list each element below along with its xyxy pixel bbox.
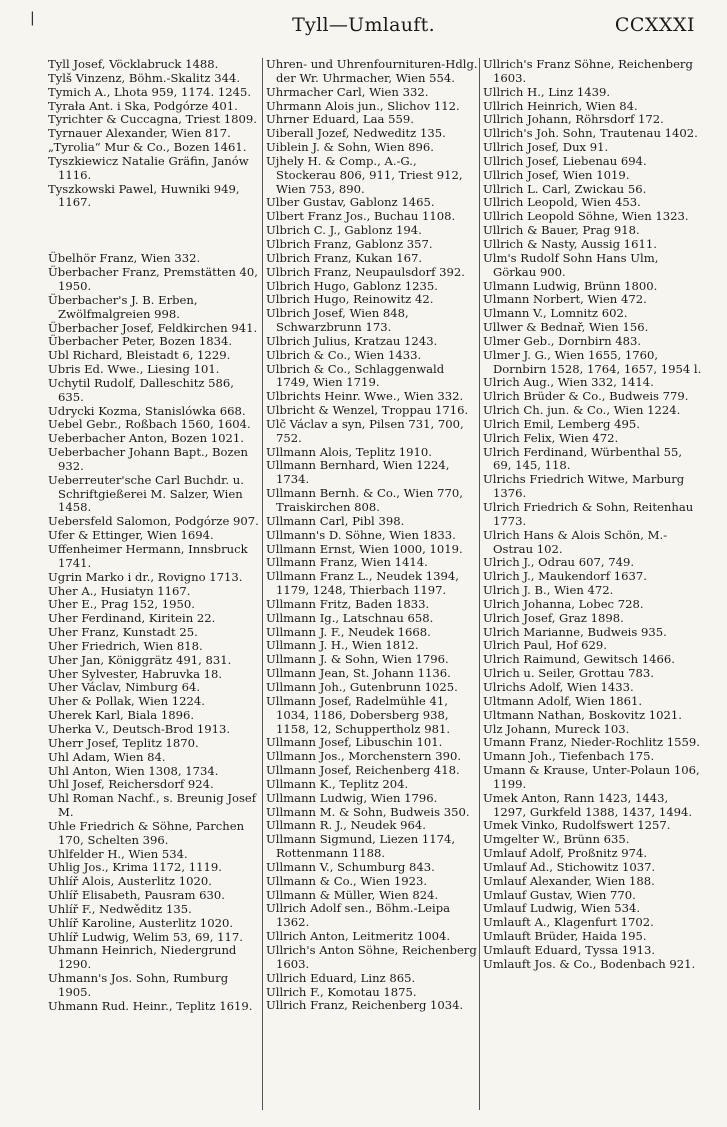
directory-entry: Ulrich Friedrich & Sohn, Reitenhau 1773.	[483, 500, 694, 528]
directory-entry: Ugrin Marko i dr., Rovigno 1713.	[48, 569, 243, 584]
directory-entry: Ulber Gustav, Gablonz 1465.	[266, 195, 435, 210]
directory-entry: Ullmann K., Teplitz 204.	[266, 776, 409, 791]
directory-column-2	[262, 58, 480, 1110]
directory-entry: Uhl Roman Nachf., s. Breunig Josef M.	[48, 791, 257, 820]
directory-entry: Tyrnauer Alexander, Wien 817.	[48, 126, 231, 141]
directory-entry: Umann & Krause, Unter-Polaun 106, 1199.	[483, 763, 700, 791]
directory-entry: Ulrichs Friedrich Witwe, Marburg 1376.	[483, 472, 685, 501]
directory-entry: Ulbrich Franz, Gablonz 357.	[266, 236, 433, 251]
directory-entry: Ullmann J. H., Wien 1812.	[266, 638, 419, 653]
directory-entry: „Tyrolia“ Mur & Co., Bozen 1461.	[48, 140, 247, 155]
directory-entry: Ulrich Felix, Wien 472.	[483, 430, 619, 445]
directory-entry: Ulrich J. B., Wien 472.	[483, 583, 614, 598]
directory-entry: Ullmann Ludwig, Wien 1796.	[266, 790, 438, 805]
directory-entry: Ulrich Ferdinand, Würbenthal 55, 69, 145, 118.	[483, 444, 683, 473]
directory-entry: Ullwer & Bednař, Wien 156.	[483, 320, 649, 335]
directory-entry: Umlauf Adolf, Proßnitz 974.	[483, 846, 648, 861]
directory-entry: Ullmann Bernh. & Co., Wien 770, Traiskirchen 808.	[266, 486, 463, 514]
directory-entry: Uffenheimer Hermann, Innsbruck 1741.	[48, 542, 248, 570]
directory-entry: Ullrich Anton, Leitmeritz 1004.	[266, 929, 451, 944]
directory-entry: Tyll Josef, Vöcklabruck 1488.	[48, 57, 219, 71]
directory-entry: Ullmann Franz L., Neudek 1394, 1179, 1248, Thierbach 1197.	[266, 569, 459, 598]
page-header	[0, 10, 727, 44]
directory-entry: Uher Václav, Nimburg 64.	[48, 680, 201, 695]
directory-entry: Ueberreuter'sche Carl Buchdr. u. Schriftgießerei M. Salzer, Wien 1458.	[48, 472, 244, 515]
directory-entry: Ubris Ed. Wwe., Liesing 101.	[48, 362, 220, 377]
directory-entry: Ullmann Franz, Wien 1414.	[266, 555, 428, 570]
directory-entry: Tyrichter & Cuccagna, Triest 1809.	[48, 112, 257, 127]
directory-entry: Ulrich J., Maukendorf 1637.	[483, 569, 647, 584]
directory-entry: Uhlíř Alois, Austerlitz 1020.	[48, 874, 212, 889]
directory-entry: Ullmann Sigmund, Liezen 1174, Rottenmann 1188.	[266, 832, 456, 861]
directory-entry: Überbacher Josef, Feldkirchen 941.	[48, 320, 258, 335]
directory-column-3	[479, 58, 703, 1110]
directory-entry: Ulmann V., Lomnitz 602.	[483, 306, 628, 321]
directory-entry: Ullmann J. F., Neudek 1668.	[266, 624, 431, 639]
directory-entry: Ueberbacher Anton, Bozen 1021.	[48, 431, 244, 446]
directory-entry: Uhren- und Uhrenfournituren-Hdlg. der Wr. Uhrmacher, Wien 554.	[266, 57, 478, 85]
directory-entry: Ulbert Franz Jos., Buchau 1108.	[266, 209, 456, 224]
directory-entry: Uher & Pollak, Wien 1224.	[48, 694, 205, 709]
directory-entry: Tymich A., Lhota 959, 1174. 1245.	[48, 84, 252, 99]
directory-entry: Umlauft Brüder, Haida 195.	[483, 929, 647, 944]
directory-entry: Ullmann M. & Sohn, Budweis 350.	[266, 804, 470, 819]
directory-entry: Uhlíř F., Nedwěditz 135.	[48, 901, 192, 916]
directory-entry: Uhlíř Elisabeth, Pausram 630.	[48, 888, 225, 903]
directory-entry: Ulrich Ch. jun. & Co., Wien 1224.	[483, 403, 681, 418]
directory-entry: Ullrich's Joh. Sohn, Trautenau 1402.	[483, 126, 698, 141]
directory-entry: Ullrich L. Carl, Zwickau 56.	[483, 181, 647, 196]
directory-entry: Uhlig Jos., Krima 1172, 1119.	[48, 860, 222, 875]
directory-entry: Uhlíř Karoline, Austerlitz 1020.	[48, 915, 234, 930]
directory-entry: Ulz Johann, Mureck 103.	[483, 721, 630, 736]
directory-entry: Ullmann Josef, Reichenberg 418.	[266, 763, 460, 778]
directory-entry: Ulbricht & Wenzel, Troppau 1716.	[266, 403, 469, 418]
directory-entry: Ulbrich Franz, Neupaulsdorf 392.	[266, 264, 465, 279]
directory-entry: Tyszkowski Pawel, Huwniki 949, 1167.	[48, 181, 240, 210]
directory-entry: Ullmann Joh., Gutenbrunn 1025.	[266, 679, 458, 694]
directory-entry: Umek Anton, Rann 1423, 1443, 1297, Gurkfeld 1388, 1437, 1494.	[483, 790, 693, 819]
directory-entry: Ulrich Aug., Wien 332, 1414.	[483, 375, 654, 390]
directory-entry: Umlauf Gustav, Wien 770.	[483, 887, 636, 902]
directory-entry: Uhmann Heinrich, Niedergrund 1290.	[48, 943, 237, 972]
directory-entry: Ulbrich Hugo, Reinowitz 42.	[266, 292, 434, 307]
directory-entry: Uher A., Husiatyn 1167.	[48, 583, 191, 598]
directory-entry: Überbacher Franz, Premstätten 40, 1950.	[48, 265, 258, 293]
directory-entry: Uhrmacher Carl, Wien 332.	[266, 84, 429, 99]
directory-entry: Ullrich F., Komotau 1875.	[266, 984, 417, 999]
directory-entry: Ulmer Geb., Dornbirn 483.	[483, 333, 642, 348]
directory-entry: Ullrich Josef, Dux 91.	[483, 140, 609, 155]
directory-entry: Ullrich's Franz Söhne, Reichenberg 1603.	[483, 57, 693, 85]
directory-entry: Ulmann Norbert, Wien 472.	[483, 292, 647, 307]
directory-entry: Umlauft A., Klagenfurt 1702.	[483, 915, 654, 930]
directory-entry: Ullrich Leopold Söhne, Wien 1323.	[483, 209, 689, 224]
directory-entry: Uebel Gebr., Roßbach 1560, 1604.	[48, 417, 251, 432]
directory-entry: Ulč Václav a syn, Pilsen 731, 700, 752.	[266, 416, 464, 445]
directory-entry: Ulbrich & Co., Wien 1433.	[266, 347, 422, 362]
directory-entry: Uher Franz, Kunstadt 25.	[48, 625, 198, 640]
directory-entry: Ullmann J. & Sohn, Wien 1796.	[266, 652, 449, 667]
directory-entry: Ullmann V., Schumburg 843.	[266, 859, 435, 874]
directory-entry: Umann Franz, Nieder-Rochlitz 1559.	[483, 735, 700, 750]
directory-entry: Uiberall Jozef, Nedweditz 135.	[266, 126, 446, 141]
directory-entry: Tyrała Ant. i Ska, Podgórze 401.	[48, 98, 238, 113]
page-title: Tyll—Umlauft.	[292, 14, 435, 36]
directory-entry: Uher Jan, Königgrätz 491, 831.	[48, 652, 232, 667]
directory-entry: Uher Ferdinand, Kiritein 22.	[48, 611, 216, 626]
directory-entry: Umlauf Ad., Stichowitz 1037.	[483, 859, 656, 874]
directory-entry: Ullmann Alois, Teplitz 1910.	[266, 444, 432, 459]
directory-entry: Ulmann Ludwig, Brünn 1800.	[483, 278, 658, 293]
directory-entry: Ultmann Nathan, Boskovitz 1021.	[483, 707, 682, 722]
directory-entry: Überbacher Peter, Bozen 1834.	[48, 334, 233, 349]
directory-entry: Uhlfelder H., Wien 534.	[48, 846, 188, 861]
directory-entry: Ulrich Paul, Hof 629.	[483, 638, 607, 653]
directory-entry: Umlauf Ludwig, Wien 534.	[483, 901, 641, 916]
directory-entry: Uhrner Eduard, Laa 559.	[266, 112, 414, 127]
directory-entry: Ultmann Adolf, Wien 1861.	[483, 693, 643, 708]
directory-entry: Uher E., Prag 152, 1950.	[48, 597, 195, 612]
directory-entry: Ulbrich & Co., Schlaggenwald 1749, Wien 1719.	[266, 361, 445, 390]
directory-entry: Ullrich Heinrich, Wien 84.	[483, 98, 638, 113]
directory-entry: Uher Sylvester, Habruvka 18.	[48, 666, 223, 681]
directory-entry: Tylš Vinzenz, Böhm.-Skalitz 344.	[48, 70, 241, 85]
directory-entry: Ullrich's Anton Söhne, Reichenberg 1603.	[266, 943, 477, 971]
directory-entry: Ullmann & Co., Wien 1923.	[266, 873, 428, 888]
directory-entry: Uchytil Rudolf, Dalleschitz 586, 635.	[48, 375, 234, 404]
directory-entry: Uher Friedrich, Wien 818.	[48, 638, 203, 653]
directory-entry: Ullmann's D. Söhne, Wien 1833.	[266, 527, 456, 542]
directory-entry: Umlauft Eduard, Tyssa 1913.	[483, 943, 656, 957]
directory-entry: Ullrich Johann, Röhrsdorf 172.	[483, 112, 664, 127]
directory-entry: Uherek Karl, Biala 1896.	[48, 708, 195, 723]
directory-entry: Ullmann Jean, St. Johann 1136.	[266, 666, 451, 681]
directory-entry: Ubl Richard, Bleistadt 6, 1229.	[48, 348, 231, 363]
directory-entry: Tyszkiewicz Natalie Gräfin, Janów 1116.	[48, 153, 249, 182]
directory-entry: Uhl Anton, Wien 1308, 1734.	[48, 763, 219, 778]
directory-entry: Umlauft Jos. & Co., Bodenbach 921.	[483, 956, 696, 971]
directory-entry: Ullrich Josef, Wien 1019.	[483, 167, 630, 182]
directory-entry: Ullrich Josef, Liebenau 694.	[483, 153, 647, 168]
directory-entry: Uhle Friedrich & Söhne, Parchen 170, Schelten 396.	[48, 818, 245, 847]
directory-entry: Ulrich Hans & Alois Schön, M.-Ostrau 102.	[483, 527, 668, 556]
directory-entry: Ullmann Fritz, Baden 1833.	[266, 596, 430, 611]
directory-entry: Ulrich Marianne, Budweis 935.	[483, 624, 667, 639]
directory-entry: Ulrich Josef, Graz 1898.	[483, 610, 624, 625]
directory-entry: Ulrichs Adolf, Wien 1433.	[483, 679, 634, 694]
directory-entry: Ullmann & Müller, Wien 824.	[266, 887, 439, 902]
directory-entry: Übelhör Franz, Wien 332.	[48, 251, 201, 266]
directory-entry: Umlauf Alexander, Wien 188.	[483, 873, 655, 888]
directory-entry: Ulbrich C. J., Gablonz 194.	[266, 223, 422, 238]
directory-entry: Uhmann's Jos. Sohn, Rumburg 1905.	[48, 971, 229, 999]
directory-column-1	[48, 58, 262, 1014]
directory-entry: Ullmann R. J., Neudek 964.	[266, 818, 426, 833]
directory-entry: Uhrmann Alois jun., Slichov 112.	[266, 98, 460, 113]
directory-entry: Ulrich Emil, Lemberg 495.	[483, 416, 640, 431]
directory-entry: Ullmann Josef, Libuschin 101.	[266, 735, 443, 750]
directory-entry: Ullrich Franz, Reichenberg 1034.	[266, 998, 464, 1013]
directory-entry: Ullrich Adolf sen., Böhm.-Leipa 1362.	[266, 901, 451, 930]
directory-entry: Ulrich u. Seiler, Grottau 783.	[483, 666, 654, 681]
directory-entry: Ullmann Ernst, Wien 1000, 1019.	[266, 541, 463, 556]
directory-entry: Uherr Josef, Teplitz 1870.	[48, 735, 199, 750]
directory-entry: Ullrich H., Linz 1439.	[483, 84, 611, 99]
directory-entry: Umek Vinko, Rudolfswert 1257.	[483, 818, 671, 833]
directory-entry: Uhmann Rud. Heinr., Teplitz 1619.	[48, 998, 253, 1013]
directory-entry: Ufer & Ettinger, Wien 1694.	[48, 528, 214, 543]
directory-entry: Ullrich Leopold, Wien 453.	[483, 195, 641, 210]
directory-entry: Überbacher's J. B. Erben, Zwölfmalgreien 998.	[48, 292, 198, 321]
directory-entry: Udrycki Kozma, Stanislówka 668.	[48, 403, 246, 418]
directory-entry: Uhl Josef, Reichersdorf 924.	[48, 777, 214, 792]
directory-entry: Ulbrich Hugo, Gablonz 1235.	[266, 278, 438, 293]
directory-entry: Ullmann Bernhard, Wien 1224, 1734.	[266, 458, 450, 487]
page-number: CCXXXI	[614, 14, 695, 36]
directory-entry: Uebersfeld Salomon, Podgórze 907.	[48, 514, 259, 529]
directory-entry: Ulrich Brüder & Co., Budweis 779.	[483, 389, 689, 404]
directory-entry: Umgelter W., Brünn 635.	[483, 832, 630, 847]
directory-entry: Ulbrichts Heinr. Wwe., Wien 332.	[266, 389, 464, 404]
directory-entry: Ullmann Carl, Pibl 398.	[266, 513, 405, 528]
directory-entry: Ullmann Josef, Radelmühle 41, 1034, 1186, Dobersberg 938, 1158, 12, Schuppertholz 981.	[266, 693, 451, 736]
directory-entry: Ujhely H. & Comp., A.-G., Stockerau 806, 911, Triest 912, Wien 753, 890.	[266, 153, 463, 196]
directory-entry: Ullrich & Bauer, Prag 918.	[483, 223, 640, 238]
directory-entry: Uhlíř Ludwig, Welim 53, 69, 117.	[48, 929, 243, 944]
directory-entry: Ulrich J., Odrau 607, 749.	[483, 555, 635, 570]
directory-entry: Umann Joh., Tiefenbach 175.	[483, 749, 655, 764]
directory-entry: Ullmann Ig., Latschnau 658.	[266, 610, 434, 625]
directory-entry: Ulbrich Franz, Kukan 167.	[266, 250, 423, 265]
directory-entry: Ulbrich Josef, Wien 848, Schwarzbrunn 173.	[266, 306, 409, 335]
directory-entry: Ulbrich Julius, Kratzau 1243.	[266, 333, 438, 348]
margin-mark: |	[30, 10, 35, 26]
directory-entry: Ulrich Johanna, Lobec 728.	[483, 596, 644, 611]
directory-entry: Uiblein J. & Sohn, Wien 896.	[266, 140, 434, 155]
directory-entry: Uhl Adam, Wien 84.	[48, 749, 166, 764]
directory-entry: Ullrich Eduard, Linz 865.	[266, 970, 416, 985]
directory-entry: Uherka V., Deutsch-Brod 1913.	[48, 721, 231, 736]
directory-entry: Ueberbacher Johann Bapt., Bozen 932.	[48, 445, 248, 473]
directory-entry: Ulm's Rudolf Sohn Hans Ulm, Görkau 900.	[483, 250, 659, 279]
directory-entry: Ullrich & Nasty, Aussig 1611.	[483, 236, 657, 251]
directory-entry: Ulrich Raimund, Gewitsch 1466.	[483, 652, 675, 667]
directory-entry: Ulmer J. G., Wien 1655, 1760, Dornbirn 1528, 1764, 1657, 1954 l.	[483, 347, 702, 376]
section-gap	[48, 210, 262, 252]
directory-entry: Ullmann Jos., Morchenstern 390.	[266, 749, 462, 764]
